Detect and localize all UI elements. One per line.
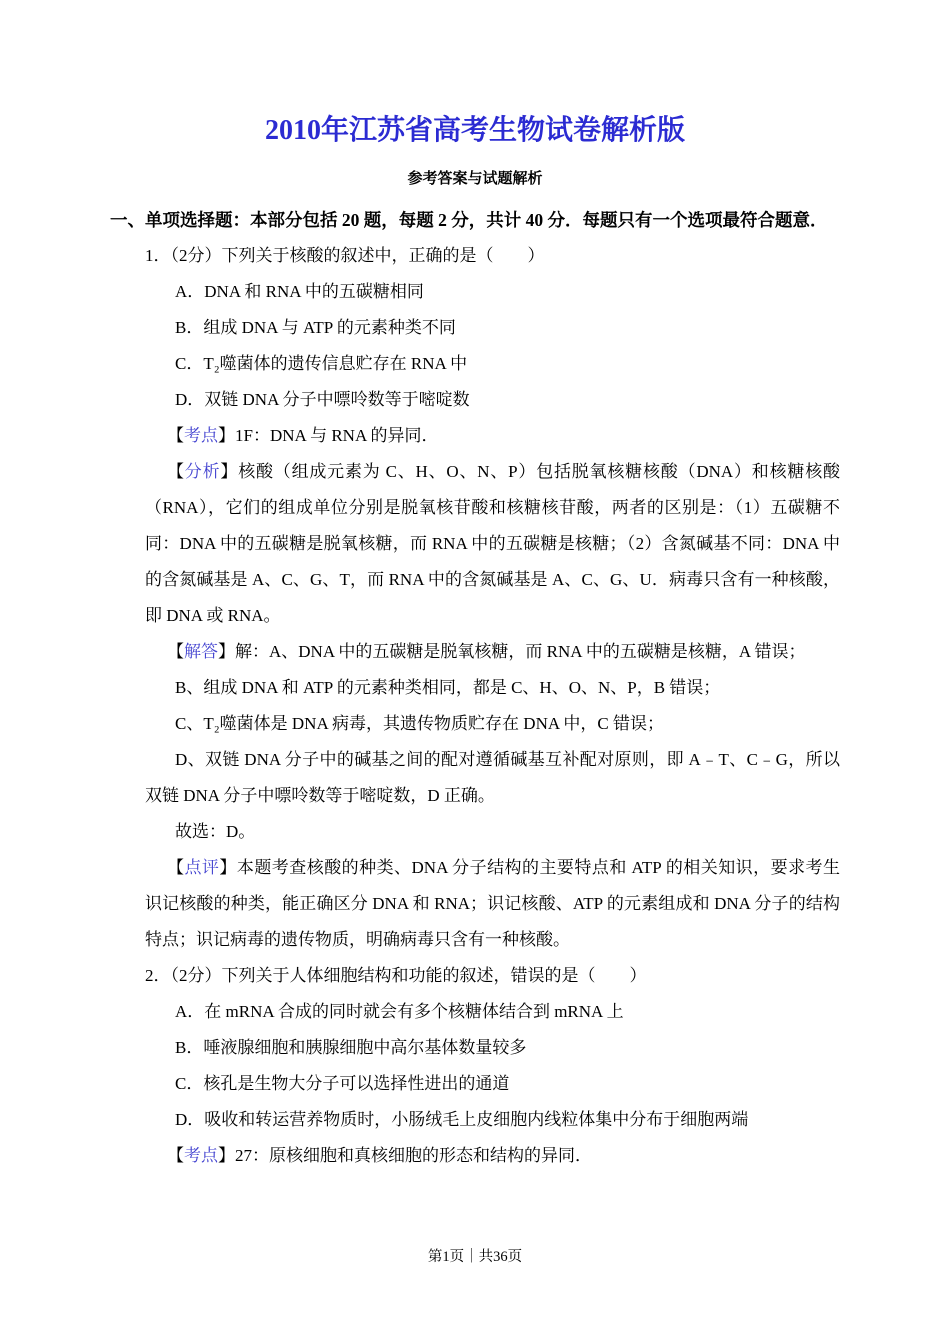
fenxi-tag-label: 分析 bbox=[184, 461, 221, 481]
page-footer: 第1页｜共36页 bbox=[427, 1249, 523, 1265]
section-heading: 一、单项选择题：本部分包括 20 题，每题 2 分，共计 40 分．每题只有一个选项最符合题意． bbox=[110, 209, 828, 230]
tag-bracket-close: 】 bbox=[218, 425, 235, 445]
question-1-option-b: B．组成 DNA 与 ATP 的元素种类不同 bbox=[175, 317, 456, 337]
question-1-dianping-block bbox=[110, 850, 840, 958]
question-2 bbox=[110, 958, 840, 1174]
question-2-option-b: B．唾液腺细胞和胰腺细胞中高尔基体数量较多 bbox=[175, 1037, 527, 1057]
question-1-jieda-answer: 故选：D。 bbox=[175, 821, 256, 841]
tag-bracket-close: 】 bbox=[220, 461, 239, 481]
kaodian-text: 1F：DNA 与 RNA 的异同． bbox=[235, 425, 439, 445]
tag-bracket-close: 】 bbox=[219, 857, 237, 877]
tag-bracket-close: 】 bbox=[218, 1145, 235, 1165]
question-1-jieda-line-b: B、组成 DNA 和 ATP 的元素种类相同，都是 C、H、O、N、P，B 错误； bbox=[175, 677, 721, 697]
tag-bracket-open: 【 bbox=[167, 857, 185, 877]
tag-bracket-close: 】 bbox=[218, 641, 235, 661]
question-1-kaodian-block bbox=[110, 418, 840, 454]
question-1-option-a: A．DNA 和 RNA 中的五碳糖相同 bbox=[175, 281, 424, 301]
dianping-text: 本题考查核酸的种类、DNA 分子结构的主要特点和 ATP 的相关知识，要求考生识记核酸的种类，能正确区分 DNA 和 RNA；识记核酸、ATP 的元素组成和 DNA 分子的结构特点；识记病毒的遗传物质，明确病毒只含有一种核酸。 bbox=[145, 857, 841, 949]
question-2-stem: 2．（2分）下列关于人体细胞结构和功能的叙述，错误的是（ ） bbox=[145, 965, 647, 985]
document-body bbox=[110, 202, 840, 1174]
document-subtitle: 参考答案与试题解析 bbox=[407, 170, 543, 187]
question-1 bbox=[110, 238, 840, 958]
question-2-kaodian-block bbox=[110, 1138, 840, 1174]
kaodian-text: 27：原核细胞和真核细胞的形态和结构的异同． bbox=[235, 1145, 592, 1165]
tag-bracket-open: 【 bbox=[167, 425, 184, 445]
question-1-jieda-line-d: D、双链 DNA 分子中的碱基之间的配对遵循碱基互补配对原则，即 A﹣T、C﹣G，所以双链 DNA 分子中嘌呤数等于嘧啶数，D 正确。 bbox=[145, 749, 840, 805]
question-1-option-d: D．双链 DNA 分子中嘌呤数等于嘧啶数 bbox=[175, 389, 470, 409]
kaodian-tag-label: 考点 bbox=[184, 425, 218, 445]
question-1-jieda-block bbox=[110, 634, 840, 670]
tag-bracket-open: 【 bbox=[167, 461, 185, 481]
jieda-tag-label: 解答 bbox=[184, 641, 218, 661]
question-2-option-d: D．吸收和转运营养物质时，小肠绒毛上皮细胞内线粒体集中分布于细胞两端 bbox=[175, 1109, 749, 1129]
question-1-option-c: C．T₂噬菌体的遗传信息贮存在 RNA 中 bbox=[175, 353, 468, 373]
question-1-jieda-line-c: C、T₂噬菌体是 DNA 病毒，其遗传物质贮存在 DNA 中，C 错误； bbox=[175, 713, 665, 733]
question-1-stem: 1．（2分）下列关于核酸的叙述中，正确的是（ ） bbox=[145, 245, 545, 265]
fenxi-text: 核酸（组成元素为 C、H、O、N、P）包括脱氧核糖核酸（DNA）和核糖核酸（RNA），它们的组成单位分别是脱氧核苷酸和核糖核苷酸，两者的区别是：（1）五碳糖不同：DNA 中的五碳糖是脱氧核糖，而 RNA 中的五碳糖是核糖；（2）含氮碱基不同：DNA 中的含氮碱基是 A、C、G、T，而 RNA 中的含氮碱基是 A、C、G、U．病毒只含有一种核酸，即 DNA 或 RNA。 bbox=[145, 461, 840, 625]
kaodian-tag-label: 考点 bbox=[184, 1145, 218, 1165]
question-1-fenxi-block bbox=[110, 454, 840, 634]
question-2-option-c: C．核孔是生物大分子可以选择性进出的通道 bbox=[175, 1073, 510, 1093]
question-2-option-a: A．在 mRNA 合成的同时就会有多个核糖体结合到 mRNA 上 bbox=[175, 1001, 624, 1021]
tag-bracket-open: 【 bbox=[167, 641, 184, 661]
document-title: 2010年江苏省高考生物试卷解析版 bbox=[264, 115, 685, 146]
jieda-intro-text: 解：A、DNA 中的五碳糖是脱氧核糖，而 RNA 中的五碳糖是核糖，A 错误； bbox=[235, 641, 806, 661]
tag-bracket-open: 【 bbox=[167, 1145, 184, 1165]
dianping-tag-label: 点评 bbox=[184, 857, 220, 877]
